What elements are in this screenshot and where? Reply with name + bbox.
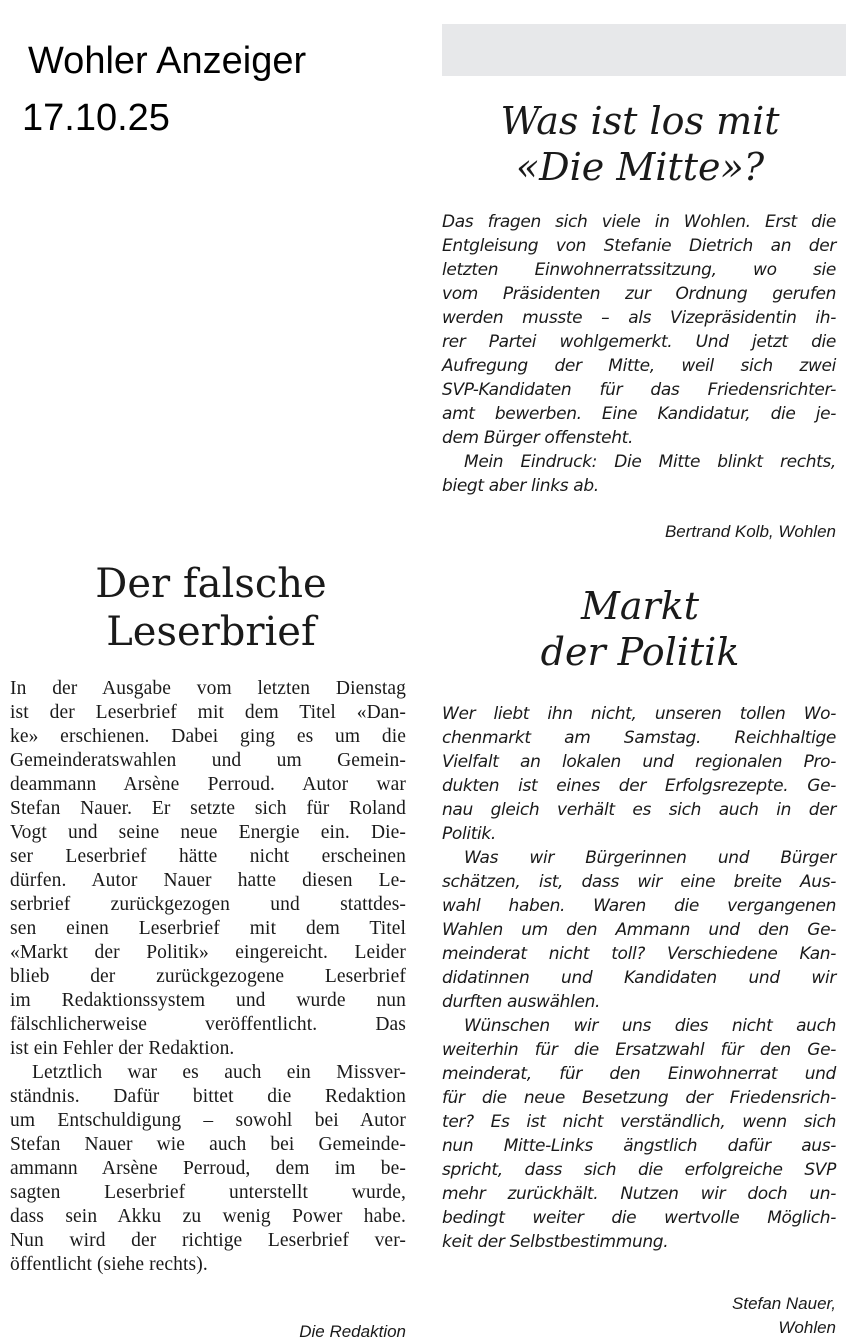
text-line: Stefan Nauer wie auch bei Gemeinde-	[10, 1134, 406, 1155]
text-line: schätzen, ist, dass wir eine breite Aus-	[442, 872, 836, 892]
text-line: dukten ist eines der Erfolgsrezepte. Ge-	[442, 776, 836, 796]
text-line: Letztlich war es auch ein Missver-	[32, 1062, 406, 1083]
text-line: spricht, dass sich die erfolgreiche SVP	[442, 1160, 836, 1180]
letter-markt-body	[442, 702, 836, 1254]
header-bar	[442, 24, 846, 76]
text-line: Stefan Nauer. Er setzte sich für Roland	[10, 798, 406, 819]
text-line: nau gleich verhält es sich auch in der	[442, 800, 836, 820]
text-line: chenmarkt am Samstag. Reichhaltige	[442, 728, 836, 748]
text-line: ist der Leserbrief mit dem Titel «Dan-	[10, 702, 406, 723]
text-line: meinderat nicht toll? Verschiedene Kan-	[442, 944, 836, 964]
text-line: Das fragen sich viele in Wohlen. Erst die	[442, 212, 836, 232]
text-line: keit der Selbstbestimmung.	[442, 1232, 669, 1252]
text-line: Wer liebt ihn nicht, unseren tollen Wo-	[442, 704, 836, 724]
text-line: Politik.	[442, 824, 496, 844]
text-line: fälschlicherweise veröffentlicht. Das	[10, 1014, 406, 1035]
text-line: didatinnen und Kandidaten und wir	[442, 968, 836, 988]
headline-line: Markt	[580, 584, 700, 628]
signature-line: Stefan Nauer,	[732, 1294, 836, 1313]
text-line: SVP-Kandidaten für das Friedensrichter-	[442, 380, 836, 400]
headline-correction	[10, 560, 412, 656]
text-line: Wahlen um den Ammann und den Ge-	[442, 920, 836, 940]
text-line: Aufregung der Mitte, weil sich zwei	[442, 356, 836, 376]
text-line: vom Präsidenten zur Ordnung gerufen	[442, 284, 836, 304]
text-line: sen einen Leserbrief mit dem Titel	[10, 918, 406, 939]
headline-line: Was ist los mit	[500, 99, 780, 143]
headline-markt	[442, 583, 838, 675]
text-line: öffentlicht (siehe rechts).	[10, 1254, 208, 1275]
headline-line: der Politik	[540, 630, 740, 674]
publication-date: 17.10.25	[22, 97, 170, 139]
text-line: deammann Arsène Perroud. Autor war	[10, 774, 406, 795]
text-line: meinderat, für den Einwohnerrat und	[442, 1064, 836, 1084]
text-line: bedingt weiter die wertvolle Möglich-	[442, 1208, 836, 1228]
text-line: im Redaktionssystem und wurde nun	[10, 990, 406, 1011]
text-line: dem Bürger offensteht.	[442, 428, 634, 448]
text-line: biegt aber links ab.	[442, 476, 599, 496]
text-line: ammann Arsène Perroud, dem im be-	[10, 1158, 406, 1179]
text-line: ser Leserbrief hätte nicht erscheinen	[10, 846, 406, 867]
text-line: ke» erschienen. Dabei ging es um die	[10, 726, 406, 747]
text-line: wahl haben. Waren die vergangenen	[442, 896, 836, 916]
text-line: Was wir Bürgerinnen und Bürger	[464, 848, 836, 868]
letter-mitte-body	[442, 210, 836, 498]
publication-name: Wohler Anzeiger	[28, 40, 307, 82]
text-line: Entgleisung von Stefanie Dietrich an der	[442, 236, 836, 256]
text-line: In der Ausgabe vom letzten Dienstag	[10, 678, 406, 699]
text-line: serbrief zurückgezogen und stattdes-	[10, 894, 406, 915]
text-line: rer Partei wohlgemerkt. Und jetzt die	[442, 332, 836, 352]
text-line: ständnis. Dafür bittet die Redaktion	[10, 1086, 406, 1107]
correction-body	[10, 677, 406, 1277]
text-line: Vielfalt an lokalen und regionalen Pro-	[442, 752, 836, 772]
text-line: Wünschen wir uns dies nicht auch	[464, 1016, 836, 1036]
text-line: für die neue Besetzung der Friedensrich-	[442, 1088, 836, 1108]
text-line: durften auswählen.	[442, 992, 601, 1012]
text-line: mehr zurückhält. Nutzen wir doch un-	[442, 1184, 836, 1204]
headline-line: Leserbrief	[106, 609, 316, 655]
text-line: werden musste – als Vizepräsidentin ih-	[442, 308, 836, 328]
headline-mitte	[442, 98, 838, 190]
text-line: sagten Leserbrief unterstellt wurde,	[10, 1182, 406, 1203]
text-line: ter? Es ist nicht verständlich, wenn sich	[442, 1112, 836, 1132]
signature-nauer	[442, 1292, 836, 1340]
text-line: Vogt und seine neue Energie ein. Die-	[10, 822, 406, 843]
text-line: dürfen. Autor Nauer hatte diesen Le-	[10, 870, 406, 891]
text-line: blieb der zurückgezogene Leserbrief	[10, 966, 406, 987]
text-line: Mein Eindruck: Die Mitte blinkt rechts,	[464, 452, 836, 472]
text-line: dass sein Akku zu wenig Power habe.	[10, 1206, 406, 1227]
headline-line: Der falsche	[95, 561, 327, 607]
headline-line: «Die Mitte»?	[515, 145, 765, 189]
text-line: nun Mitte-Links ängstlich dafür aus-	[442, 1136, 836, 1156]
text-line: amt bewerben. Eine Kandidatur, die je-	[442, 404, 836, 424]
text-line: Nun wird der richtige Leserbrief ver-	[10, 1230, 406, 1251]
signature-redaktion: Die Redaktion	[299, 1322, 406, 1341]
text-line: ist ein Fehler der Redaktion.	[10, 1038, 235, 1059]
signature-kolb: Bertrand Kolb, Wohlen	[664, 522, 836, 541]
text-line: letzten Einwohnerratssitzung, wo sie	[442, 260, 836, 280]
text-line: Gemeinderatswahlen und um Gemein-	[10, 750, 406, 771]
text-line: um Entschuldigung – sowohl bei Autor	[10, 1110, 406, 1131]
text-line: weiterhin für die Ersatzwahl für den Ge-	[442, 1040, 836, 1060]
text-line: «Markt der Politik» eingereicht. Leider	[10, 942, 406, 963]
signature-line: Wohlen	[778, 1318, 836, 1337]
